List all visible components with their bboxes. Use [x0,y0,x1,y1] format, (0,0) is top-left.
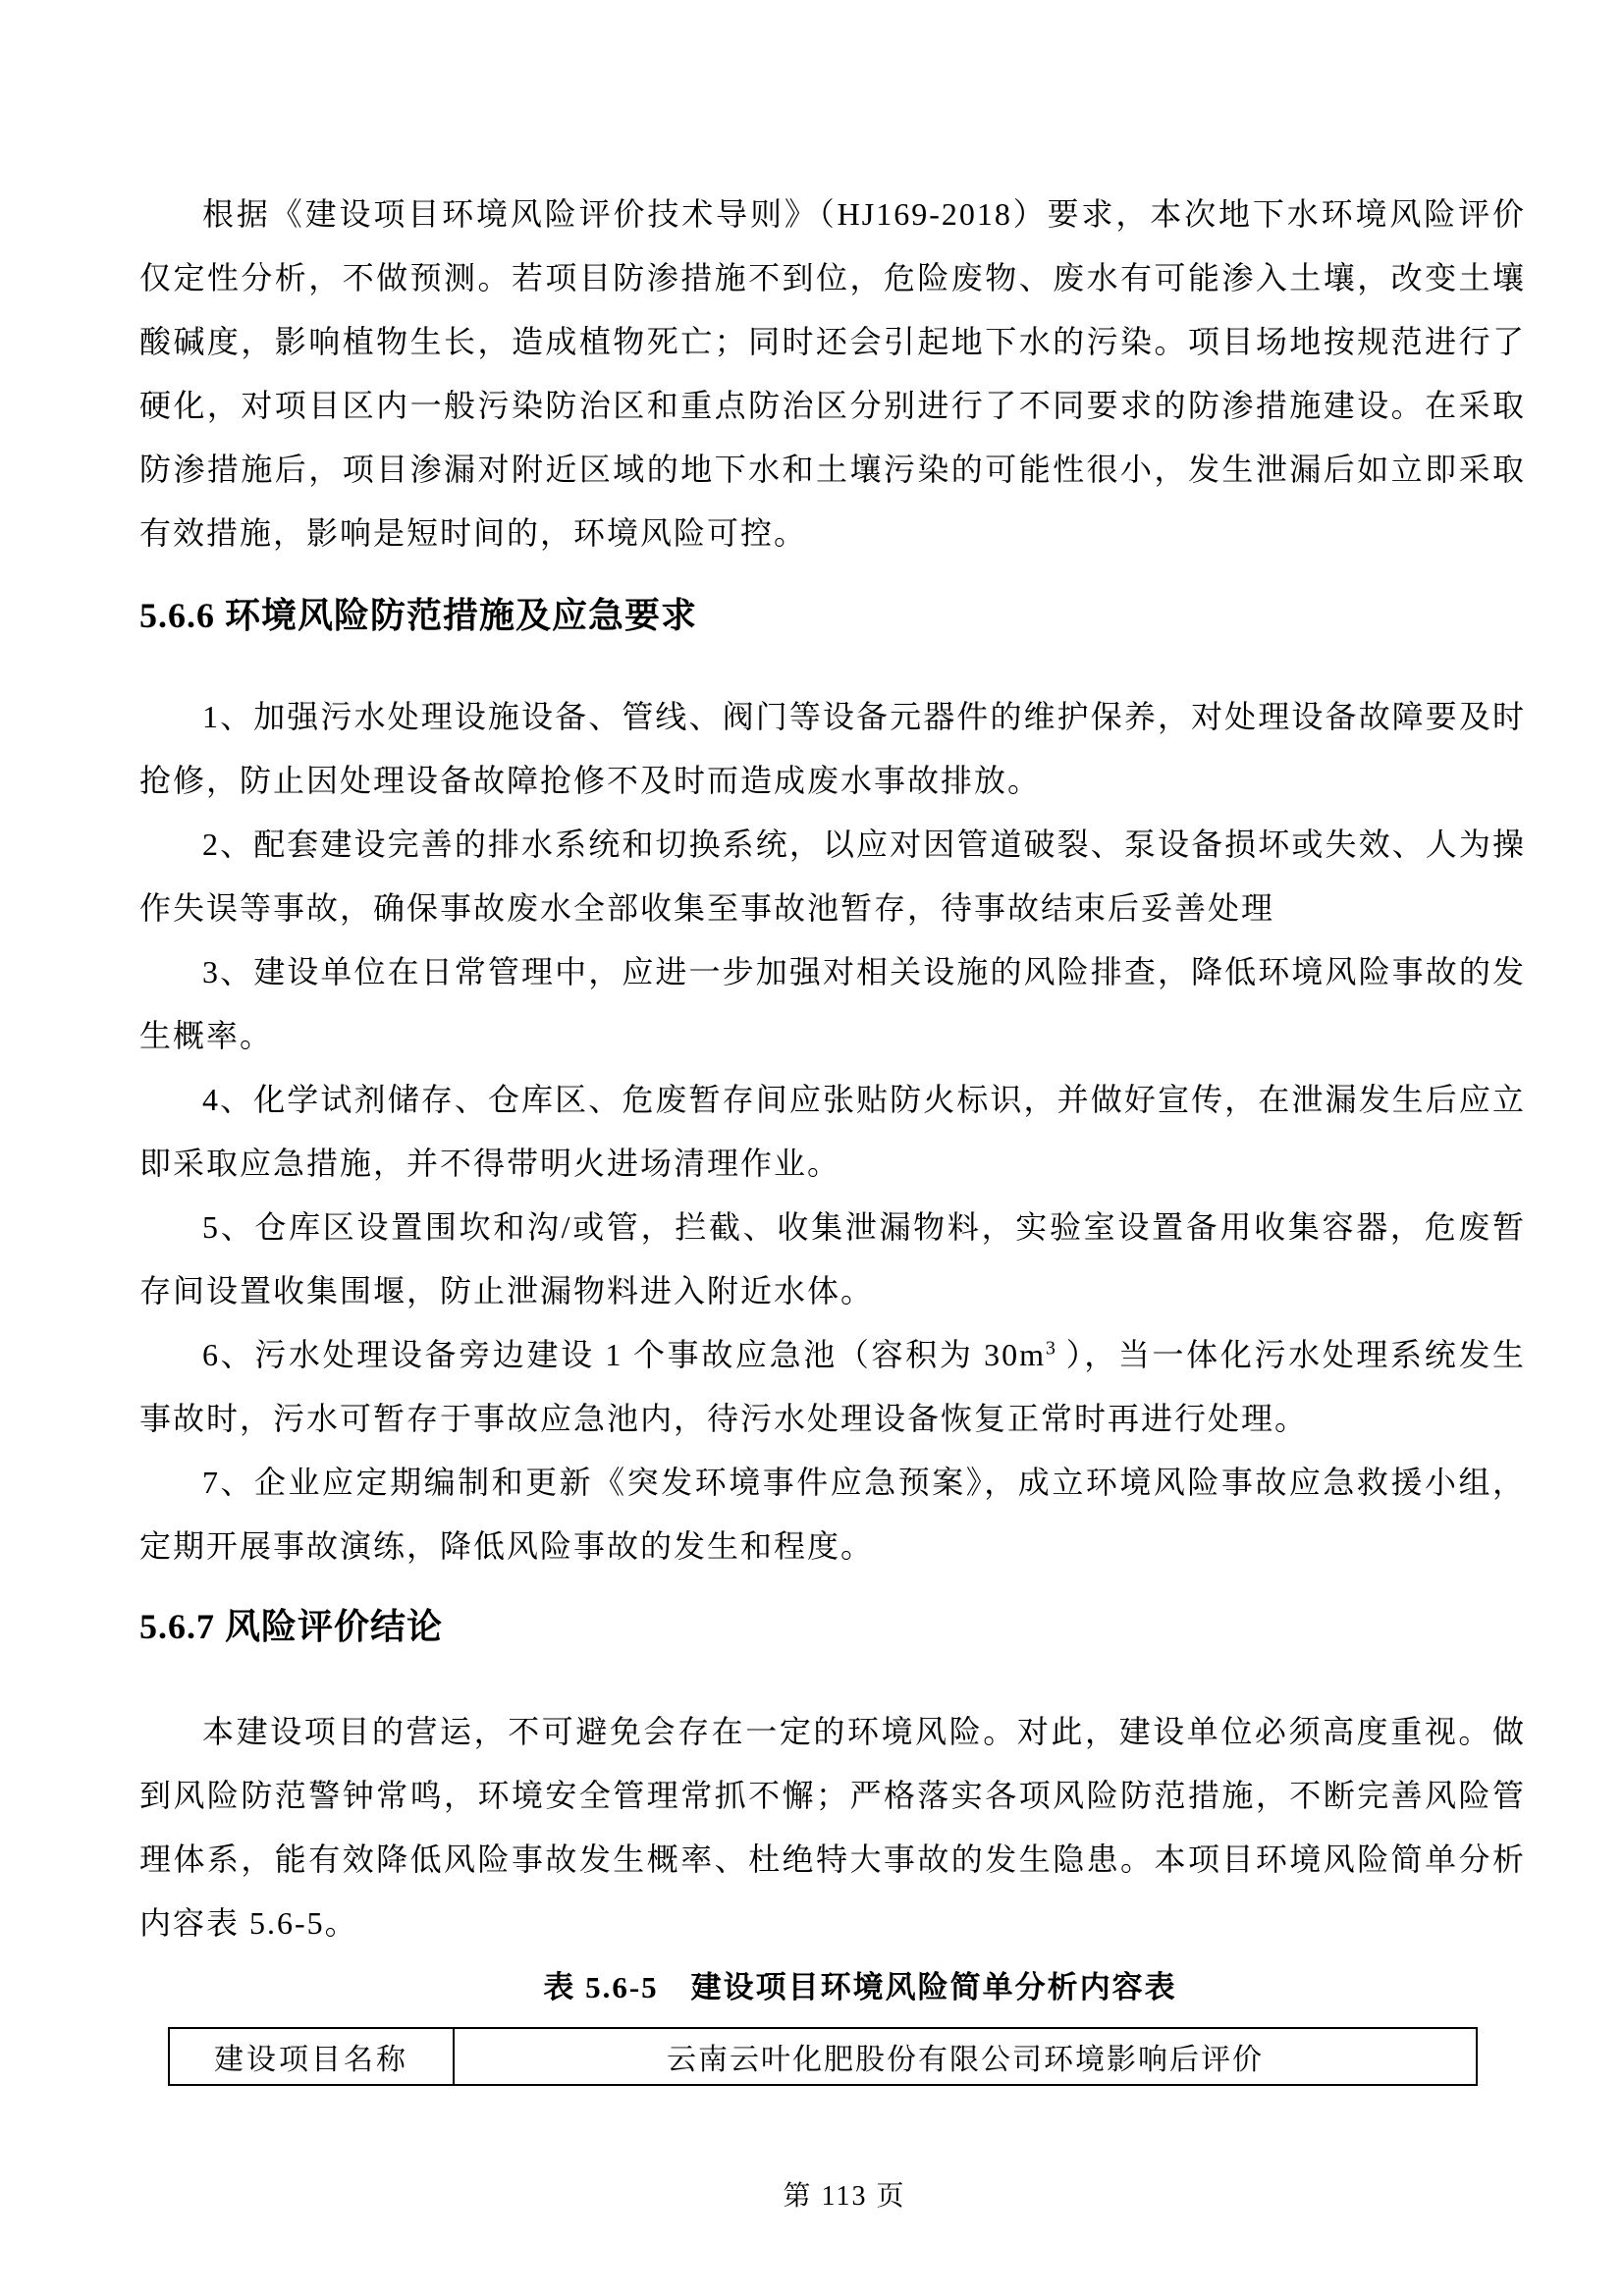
section-5-6-6-heading: 5.6.6 环境风险防范措施及应急要求 [139,596,698,635]
risk-measure-item-6 [139,1323,1526,1451]
risk-measure-item-5: 5、仓库区设置围坎和沟/或管，拦截、收集泄漏物料，实验室设置备用收集容器，危废暂存间设置收集围堰，防止泄漏物料进入附近水体。 [139,1209,1526,1308]
page-footer [0,2177,1624,2216]
item-6-text-before-sup: 6、污水处理设备旁边建设 1 个事故应急池（容积为 30m [202,1337,1047,1372]
risk-measure-item-7: 7、企业应定期编制和更新《突发环境事件应急预案》，成立环境风险事故应急救援小组，定期开展事故演练，降低风险事故的发生和程度。 [139,1465,1526,1564]
table-caption: 表 5.6-5 建设项目环境风险简单分析内容表 [543,1970,1177,2004]
section-5-6-7-heading: 5.6.7 风险评价结论 [139,1607,444,1646]
page-number: 第 113 页 [783,2181,906,2212]
table-row [169,2028,1477,2085]
risk-measure-item-3: 3、建设单位在日常管理中，应进一步加强对相关设施的风险排查，降低环境风险事故的发生概率。 [139,954,1526,1053]
project-name-value-cell: 云南云叶化肥股份有限公司环境影响后评价 [454,2028,1477,2085]
conclusion-paragraph: 本建设项目的营运，不可避免会存在一定的环境风险。对此，建设单位必须高度重视。做到风险防范警钟常鸣，环境安全管理常抓不懈；严格落实各项风险防范措施，不断完善风险管理体系，能有效降低风险事故发生概率、杜绝特大事故的发生隐患。本项目环境风险简单分析内容表 5.6-5。 [139,1714,1526,1941]
risk-measure-item-1: 1、加强污水处理设施设备、管线、阀门等设备元器件的维护保养，对处理设备故障要及时抢修，防止因处理设备故障抢修不及时而造成废水事故排放。 [139,699,1526,798]
risk-analysis-table [168,2027,1478,2086]
project-name-label-cell: 建设项目名称 [169,2028,454,2085]
risk-measure-item-2: 2、配套建设完善的排水系统和切换系统，以应对因管道破裂、泵设备损坏或失效、人为操作失误等事故，确保事故废水全部收集至事故池暂存，待事故结束后妥善处理 [139,827,1526,926]
superscript-3: 3 [1046,1337,1056,1360]
risk-measure-item-4: 4、化学试剂储存、仓库区、危废暂存间应张贴防火标识，并做好宣传，在泄漏发生后应立即采取应急措施，并不得带明火进场清理作业。 [139,1082,1526,1181]
item-6-text-after-sup: ），当一体化污水处理系统发生事故时，污水可暂存于事故应急池内，待污水处理设备恢复正常时再进行处理。 [139,1337,1526,1436]
intro-paragraph: 根据《建设项目环境风险评价技术导则》（HJ169-2018）要求，本次地下水环境风险评价仅定性分析，不做预测。若项目防渗措施不到位，危险废物、废水有可能渗入土壤，改变土壤酸碱度，影响植物生长，造成植物死亡；同时还会引起地下水的污染。项目场地按规范进行了硬化，对项目区内一般污染防治区和重点防治区分别进行了不同要求的防渗措施建设。在采取防渗措施后，项目渗漏对附近区域的地下水和土壤污染的可能性很小，发生泄漏后如立即采取有效措施，影响是短时间的，环境风险可控。 [139,196,1526,551]
